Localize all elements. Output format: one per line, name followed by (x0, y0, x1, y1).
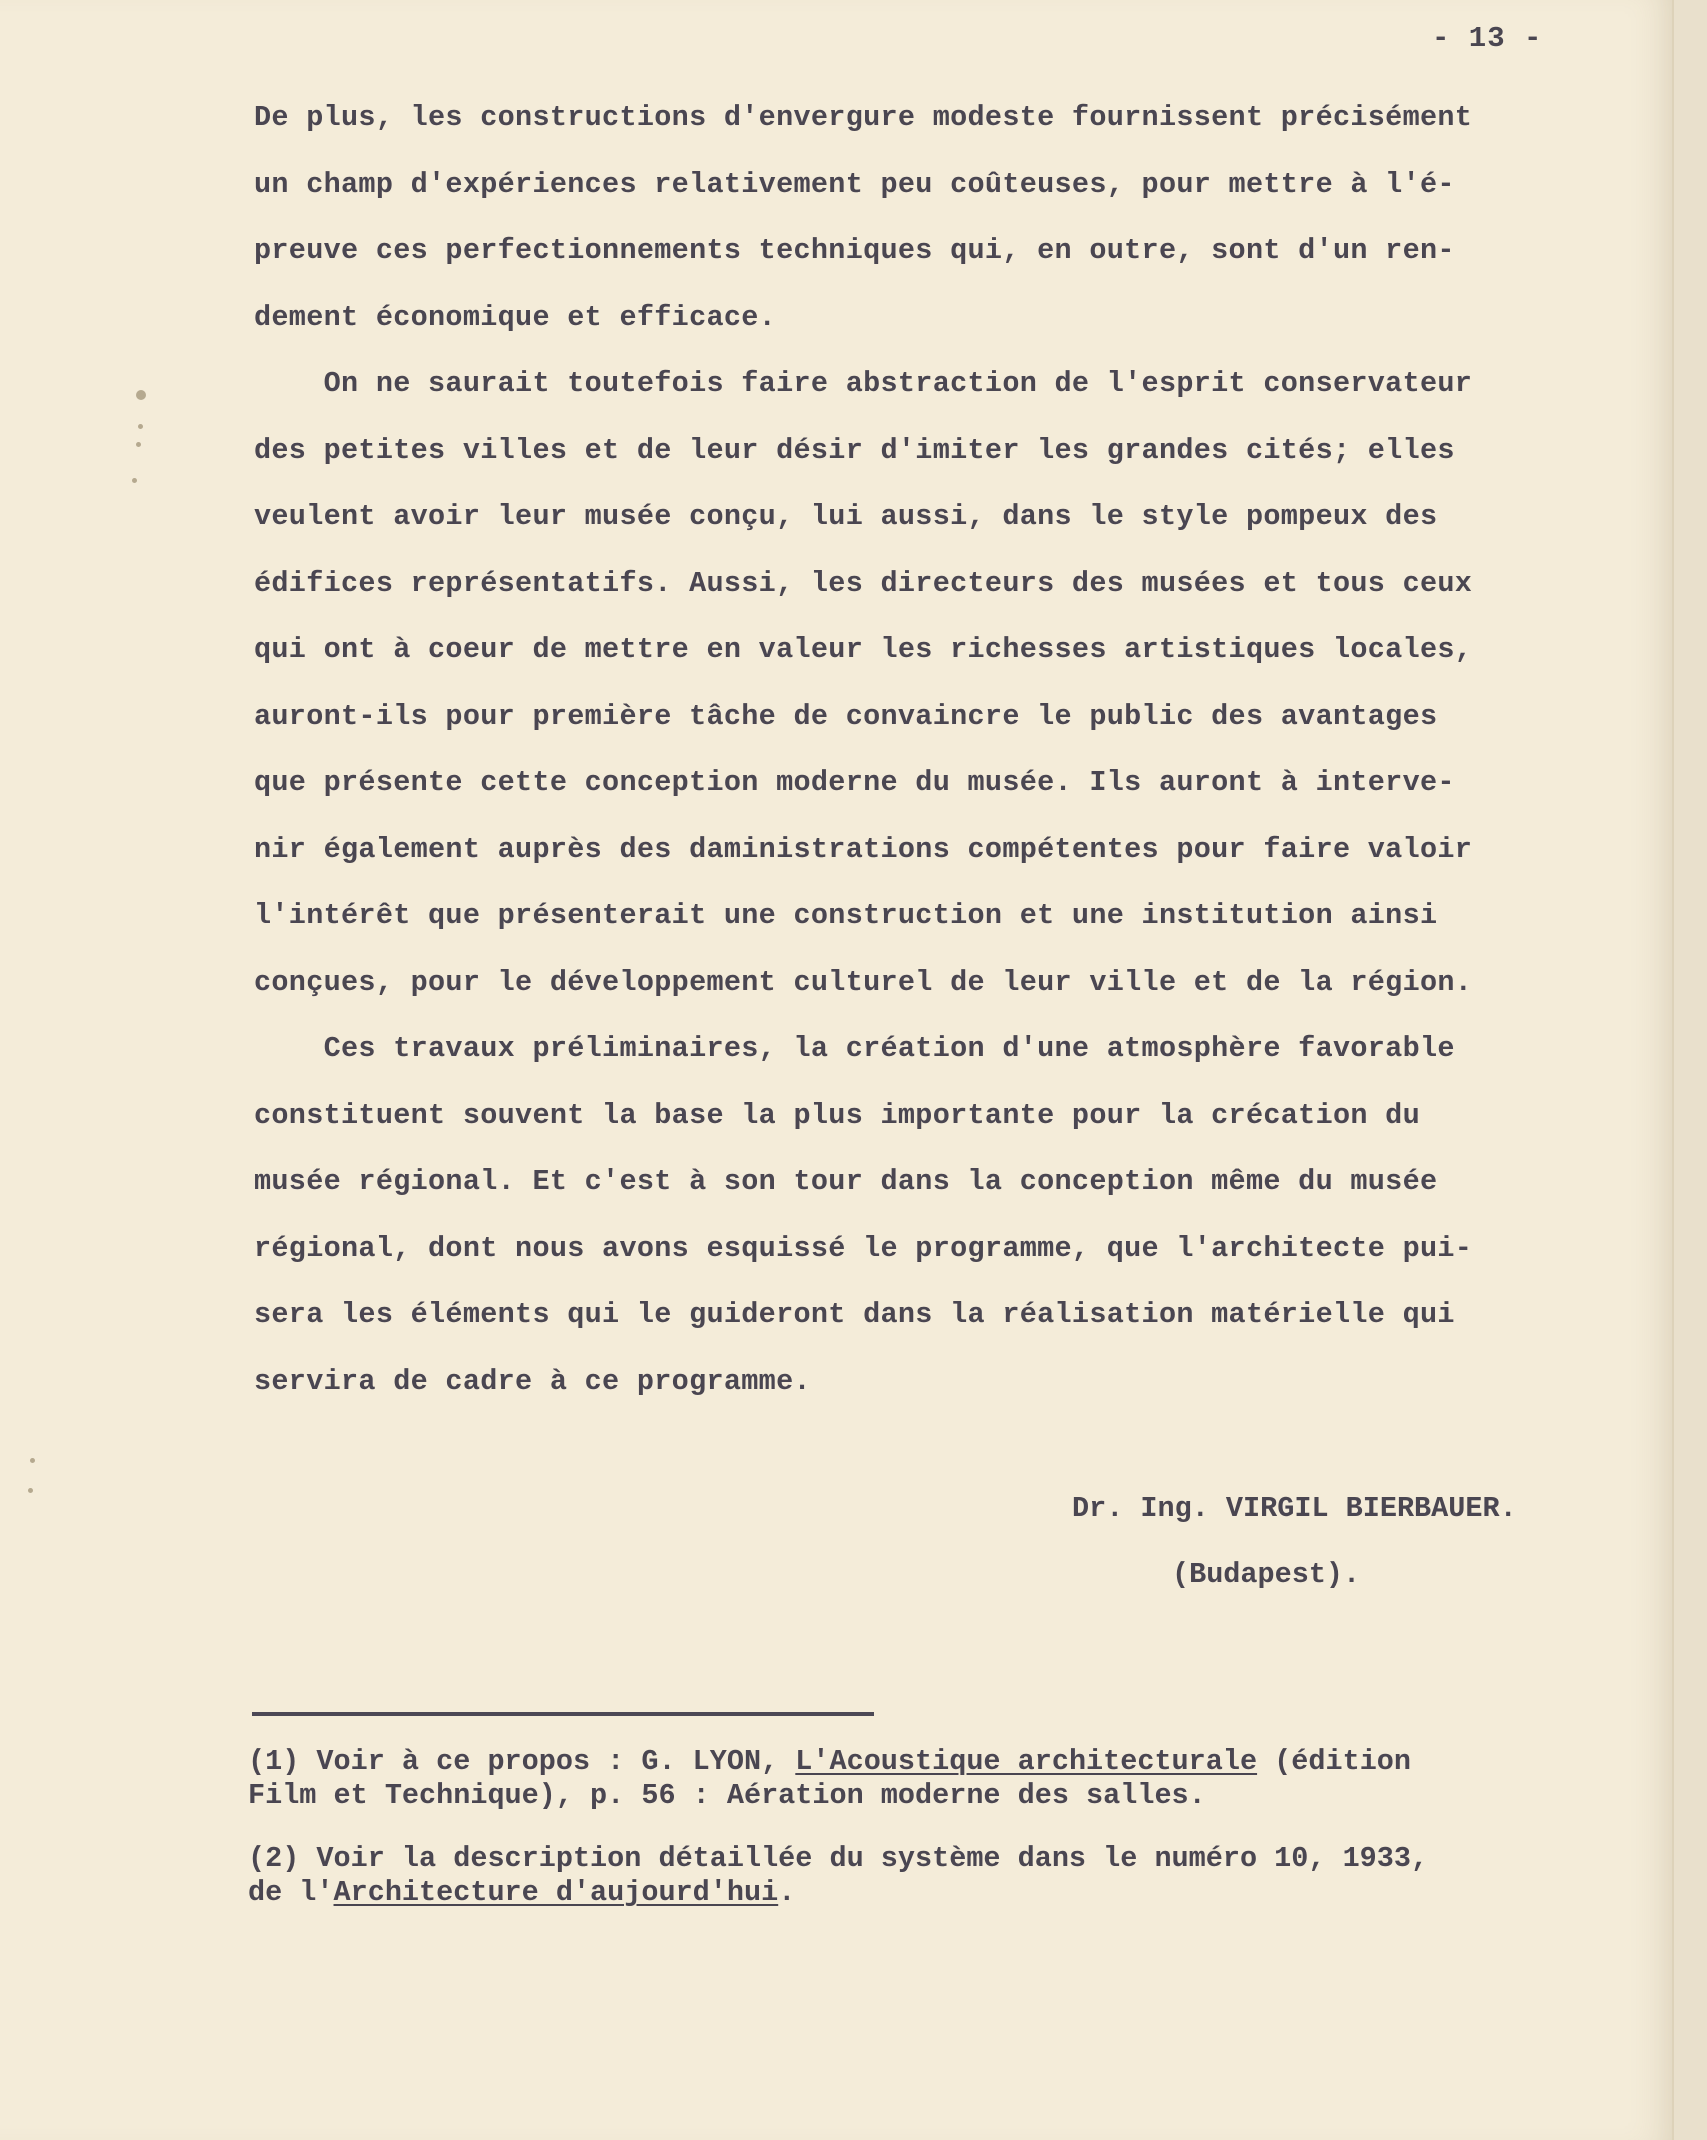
punch-hole-mark (132, 478, 137, 483)
page-number: - 13 - (1432, 22, 1543, 55)
punch-hole-mark (136, 390, 146, 400)
paragraph-3: Ces travaux préliminaires, la création d'une atmosphère favorable constituent souvent la base la plus importante pour la crécation du musée régional. Et c'est à son tour dans la conception même du musée régional, dont nous avons esquissé le programme, que l'architecte pui- sera les éléments qui le guideront dans la réalisation matérielle qui servira de cadre à ce programme. (254, 1032, 1473, 1398)
author-city: (Budapest). (1172, 1558, 1361, 1591)
footnote-1-line2: Film et Technique), p. 56 : Aération moderne des salles. (248, 1779, 1206, 1812)
punch-hole-mark (30, 1458, 35, 1463)
footnote-1 (248, 1745, 1411, 1813)
author-name: Dr. Ing. VIRGIL BIERBAUER. (1072, 1492, 1517, 1525)
footnote-separator (252, 1712, 874, 1716)
footnote-1-suffix: (édition (1257, 1745, 1412, 1778)
footnote-2 (248, 1842, 1428, 1910)
punch-hole-mark (136, 442, 141, 447)
footnote-2-title: Architecture d'aujourd'hui (333, 1876, 779, 1909)
punch-hole-mark (138, 424, 143, 429)
footnote-1-prefix: (1) Voir à ce propos : G. LYON, (248, 1745, 796, 1778)
paragraph-2: On ne saurait toutefois faire abstraction de l'esprit conservateur des petites villes et de leur désir d'imiter les grandes cités; elles veulent avoir leur musée conçu, lui aussi, dans le style pompeux des édifices représentatifs. Aussi, les directeurs des musées et tous ceux qui ont à coeur de mettre en valeur les richesses artistiques locales, auront-ils pour première tâche de convaincre le public des avantages que présente cette conception moderne du musée. Ils auront à interve- nir également auprès des daministrations compétentes pour faire valoir l'intérêt que présenterait une construction et une institution ainsi conçues, pour le développement culturel de leur ville et de la région. (254, 367, 1473, 999)
footnote-1-title: L'Acoustique architecturale (795, 1745, 1258, 1778)
signature-block (1072, 1476, 1517, 1608)
footnote-2-line1: (2) Voir la description détaillée du système dans le numéro 10, 1933, (248, 1842, 1429, 1875)
paragraph-1: De plus, les constructions d'envergure modeste fournissent précisément un champ d'expériences relativement peu coûteuses, pour mettre à l'é- preuve ces perfectionnements techniques qui, en outre, sont d'un ren- dement économique et efficace. (254, 101, 1473, 334)
footnote-2-prefix: de l' (248, 1876, 334, 1909)
body-text (254, 85, 1674, 1415)
punch-hole-mark (28, 1488, 33, 1493)
footnote-2-suffix: . (778, 1876, 796, 1909)
